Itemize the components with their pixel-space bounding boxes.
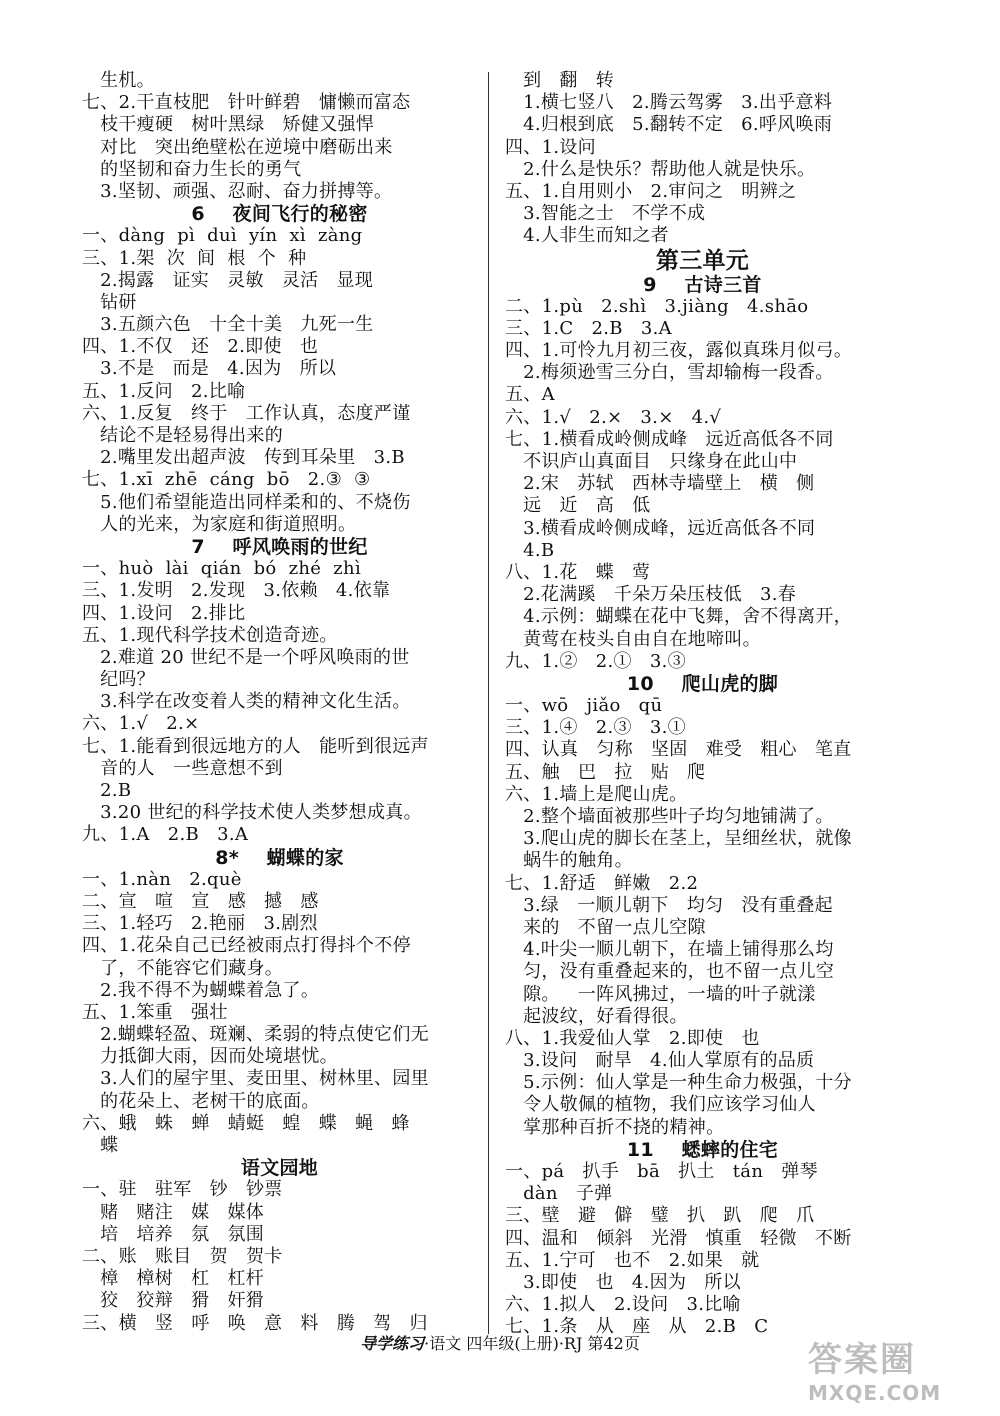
answer-line: 了，不能容它们藏身。 bbox=[82, 957, 284, 979]
answer-line: 3.横看成岭侧成峰，远近高低各不同 bbox=[505, 517, 816, 539]
answer-line: 3.智能之士 不学不成 bbox=[505, 203, 706, 225]
answer-line: 4.叶尖一顺儿朝下，在墙上铺得那么均 bbox=[505, 939, 834, 961]
answer-line: 狡 狡辩 猾 奸猾 bbox=[82, 1290, 265, 1312]
answer-line: 三、1.④ 2.③ 3.① bbox=[505, 717, 686, 739]
answer-line: 2.嘴里发出超声波 传到耳朵里 3.B bbox=[82, 447, 405, 469]
answer-line: 4.B bbox=[505, 539, 555, 561]
footer-info: ·语文 四年级(上册)·RJ 第42页 bbox=[424, 1334, 640, 1353]
answer-line: 六、1.反复 终于 工作认真，态度严谨 bbox=[82, 402, 411, 424]
answer-line: 2.什么是快乐？帮助他人就是快乐。 bbox=[505, 158, 816, 180]
lesson-heading: 8* 蝴蝶的家 bbox=[215, 846, 344, 869]
lesson-heading: 6 夜间飞行的秘密 bbox=[191, 203, 368, 226]
lesson-heading: 10 爬山虎的脚 bbox=[626, 672, 779, 695]
answer-line: 匀，没有重叠起来的，也不留一点儿空 bbox=[505, 961, 835, 983]
answer-line: 黄莺在枝头自由自在地啼叫。 bbox=[505, 628, 761, 650]
watermark-title: 答案圈 bbox=[808, 1340, 916, 1380]
answer-line: 音的人 一些意想不到 bbox=[82, 757, 283, 779]
answer-line: 3.坚韧、顽强、忍耐、奋力拼搏等。 bbox=[82, 180, 393, 202]
answer-line: 七、1.舒适 鲜嫩 2.2 bbox=[505, 872, 699, 894]
answer-line: 一、1.nàn 2.què bbox=[82, 868, 242, 890]
answer-line: 六、1.墙上是爬山虎。 bbox=[505, 783, 688, 805]
column-divider bbox=[488, 72, 489, 1334]
answer-line: 远 近 高 低 bbox=[505, 495, 651, 517]
answer-line: 1.横七竖八 2.腾云驾雾 3.出乎意料 bbox=[505, 92, 833, 114]
answer-line: dàn 子弹 bbox=[505, 1183, 613, 1205]
answer-line: 七、1.xī zhē cáng bō 2.③ ③ bbox=[82, 469, 371, 491]
answer-line: 三、1.发明 2.发现 3.依赖 4.依靠 bbox=[82, 580, 391, 602]
answer-line: 2.宋 苏轼 西林寺墙壁上 横 侧 bbox=[505, 473, 815, 495]
answer-line: 3.设问 耐旱 4.仙人掌原有的品质 bbox=[505, 1050, 815, 1072]
answer-line: 五、1.笨重 强壮 bbox=[82, 1001, 228, 1023]
answer-line: 七、1.条 从 座 从 2.B C bbox=[505, 1316, 769, 1338]
answer-line: 八、1.花 蝶 莺 bbox=[505, 561, 651, 583]
answer-line: 六、1.拟人 2.设问 3.比喻 bbox=[505, 1294, 741, 1316]
answer-line: 3.人们的屋宇里、麦田里、树林里、园里 bbox=[82, 1068, 429, 1090]
answer-line: 三、壁 避 僻 璧 扒 趴 爬 爪 bbox=[505, 1205, 815, 1227]
answer-line: 五、1.反问 2.比喻 bbox=[82, 380, 246, 402]
answer-line: 九、1.② 2.① 3.③ bbox=[505, 650, 686, 672]
answer-line: 四、1.设问 bbox=[505, 136, 596, 158]
answer-line: 一、pá 扒手 bā 扒土 tán 弹琴 bbox=[505, 1161, 818, 1182]
answer-line: 2.梅须逊雪三分白，雪却输梅一段香。 bbox=[505, 362, 834, 384]
answer-line: 2.揭露 证实 灵敏 灵活 显现 bbox=[82, 269, 374, 291]
answer-line: 三、1.轻巧 2.艳丽 3.剧烈 bbox=[82, 913, 318, 935]
answer-line: 七、1.能看到很远地方的人 能听到很远声 bbox=[82, 735, 429, 757]
answer-line: 四、温和 倾斜 光滑 慎重 轻微 不断 bbox=[505, 1227, 852, 1249]
lesson-heading: 11 蟋蟀的住宅 bbox=[626, 1138, 779, 1161]
answer-line: 三、横 竖 呼 唤 意 料 腾 驾 归 bbox=[82, 1312, 428, 1334]
answer-line: 2.我不得不为蝴蝶着急了。 bbox=[82, 979, 320, 1001]
answer-line: 起波纹，好看得很。 bbox=[505, 1005, 688, 1027]
answer-line: 4.示例：蝴蝶在花中飞舞，舍不得离开， bbox=[505, 606, 852, 628]
answer-line: 七、2.干直枝肥 针叶鲜碧 慵懒而富态 bbox=[82, 92, 411, 114]
answer-line: 五、1.宁可 也不 2.如果 就 bbox=[505, 1249, 760, 1271]
unit-heading: 第三单元 bbox=[655, 247, 750, 274]
answer-line: 四、认真 匀称 坚固 难受 粗心 笔直 bbox=[505, 739, 852, 761]
answer-line: 二、账 账目 贺 贺卡 bbox=[82, 1245, 283, 1267]
answer-line: 2.蝴蝶轻盈、斑斓、柔弱的特点使它们无 bbox=[82, 1024, 429, 1046]
answer-line: 六、蛾 蛛 蝉 蜻蜓 蝗 蝶 蝇 蜂 bbox=[82, 1112, 410, 1134]
answer-line: 五、1.自用则小 2.审问之 明辨之 bbox=[505, 180, 797, 202]
answer-line: 力抵御大雨，因而处境堪忧。 bbox=[82, 1046, 338, 1068]
answer-line: 培 培养 氛 氛围 bbox=[82, 1223, 265, 1245]
answer-line: 到 翻 转 bbox=[505, 70, 615, 91]
answer-line: 九、1.A 2.B 3.A bbox=[82, 824, 249, 846]
answer-line: 六、1.√ 2.× 3.× 4.√ bbox=[505, 406, 722, 428]
answer-line: 隙。 一阵风拂过，一墙的叶子就漾 bbox=[505, 983, 816, 1005]
answer-line: 不识庐山真面目 只缘身在此山中 bbox=[505, 451, 798, 472]
answer-line: 人的光来，为家庭和街道照明。 bbox=[82, 513, 357, 535]
answer-line: 四、1.不仅 还 2.即使 也 bbox=[82, 336, 319, 358]
answer-line: 一、dàng pì duì yín xì zàng bbox=[82, 225, 363, 247]
answer-line: 蝶 bbox=[82, 1135, 119, 1156]
answer-line: 四、1.设问 2.排比 bbox=[82, 602, 246, 624]
answer-line: 3.五颜六色 十全十美 九死一生 bbox=[82, 314, 374, 336]
answer-line: 二、宣 喧 宣 感 撼 感 bbox=[82, 890, 319, 912]
answer-line: 2.花满蹊 千朵万朵压枝低 3.春 bbox=[505, 584, 797, 606]
answer-line: 生机。 bbox=[82, 70, 155, 91]
answer-line: 蜗牛的触角。 bbox=[505, 850, 633, 872]
answer-line: 令人敬佩的植物，我们应该学习仙人 bbox=[505, 1094, 816, 1116]
answer-line: 六、1.√ 2.× bbox=[82, 713, 200, 735]
lesson-heading: 9 古诗三首 bbox=[643, 273, 762, 296]
answer-line: 3.绿 一顺儿朝下 均匀 没有重叠起 bbox=[505, 894, 833, 916]
answer-line: 的坚韧和奋力生长的勇气 bbox=[82, 158, 302, 180]
left-column bbox=[82, 70, 477, 1335]
lesson-heading: 语文园地 bbox=[240, 1157, 319, 1180]
answer-line: 纪吗？ bbox=[82, 669, 155, 691]
answer-line: 四、1.花朵自己已经被雨点打得抖个不停 bbox=[82, 935, 411, 957]
answer-line: 来的 不留一点儿空隙 bbox=[505, 916, 706, 938]
answer-line: 四、1.可怜九月初三夜，露似真珠月似弓。 bbox=[505, 340, 853, 362]
lesson-heading: 7 呼风唤雨的世纪 bbox=[191, 535, 368, 558]
answer-line: 枝干瘦硬 树叶黑绿 矫健又强悍 bbox=[82, 114, 375, 136]
answer-line: 2.整个墙面被那些叶子均匀地铺满了。 bbox=[505, 806, 834, 827]
answer-line: 三、1.架 次 间 根 个 种 bbox=[82, 247, 307, 269]
answer-line: 五、A bbox=[505, 384, 555, 406]
answer-line: 2.难道 20 世纪不是一个呼风唤雨的世 bbox=[82, 646, 410, 668]
answer-line: 樟 樟树 杠 杠杆 bbox=[82, 1268, 265, 1290]
watermark-site: MXQE.COM bbox=[808, 1381, 942, 1405]
answer-line: 二、1.pù 2.shì 3.jiàng 4.shāo bbox=[505, 295, 809, 317]
answer-line: 赌 赌注 媒 媒体 bbox=[82, 1201, 265, 1223]
answer-line: 钻研 bbox=[82, 291, 137, 313]
answer-line: 2.B bbox=[82, 780, 132, 801]
answer-line: 5.示例：仙人掌是一种生命力极强，十分 bbox=[505, 1072, 852, 1094]
answer-line: 一、wō jiǎo qū bbox=[505, 695, 663, 717]
answer-line: 4.归根到底 5.翻转不定 6.呼风唤雨 bbox=[505, 114, 833, 136]
answer-line: 3.不是 而是 4.因为 所以 bbox=[82, 358, 337, 380]
watermark-logo bbox=[808, 1340, 958, 1410]
answer-line: 对比 突出绝壁松在逆境中磨砺出来 bbox=[82, 136, 393, 158]
answer-line: 一、huò lài qián bó zhé zhì bbox=[82, 558, 362, 580]
answer-line: 3.科学在改变着人类的精神文化生活。 bbox=[82, 691, 411, 713]
footer-brand: 导学练习 bbox=[360, 1334, 425, 1353]
answer-line: 3.20 世纪的科学技术使人类梦想成真。 bbox=[82, 802, 422, 824]
answer-line: 五、触 巴 拉 贴 爬 bbox=[505, 761, 706, 783]
answer-line: 掌那种百折不挠的精神。 bbox=[505, 1116, 725, 1138]
answer-line: 八、1.我爱仙人掌 2.即使 也 bbox=[505, 1027, 760, 1049]
answer-line: 七、1.横看成岭侧成峰 远近高低各不同 bbox=[505, 428, 834, 450]
answer-line: 一、驻 驻军 钞 钞票 bbox=[82, 1179, 283, 1201]
answer-line: 4.人非生而知之者 bbox=[505, 225, 669, 247]
answer-line: 的花朵上、老树干的底面。 bbox=[82, 1090, 320, 1112]
answer-line: 3.即使 也 4.因为 所以 bbox=[505, 1271, 741, 1293]
answer-line: 结论不是轻易得出来的 bbox=[82, 425, 284, 446]
answer-line: 五、1.现代科学技术创造奇迹。 bbox=[82, 624, 338, 646]
right-column bbox=[505, 70, 900, 1339]
answer-line: 三、1.C 2.B 3.A bbox=[505, 317, 672, 339]
answer-line: 5.他们希望能造出同样柔和的、不烧伤 bbox=[82, 491, 411, 513]
answer-line: 3.爬山虎的脚长在茎上，呈细丝状，就像 bbox=[505, 828, 852, 850]
